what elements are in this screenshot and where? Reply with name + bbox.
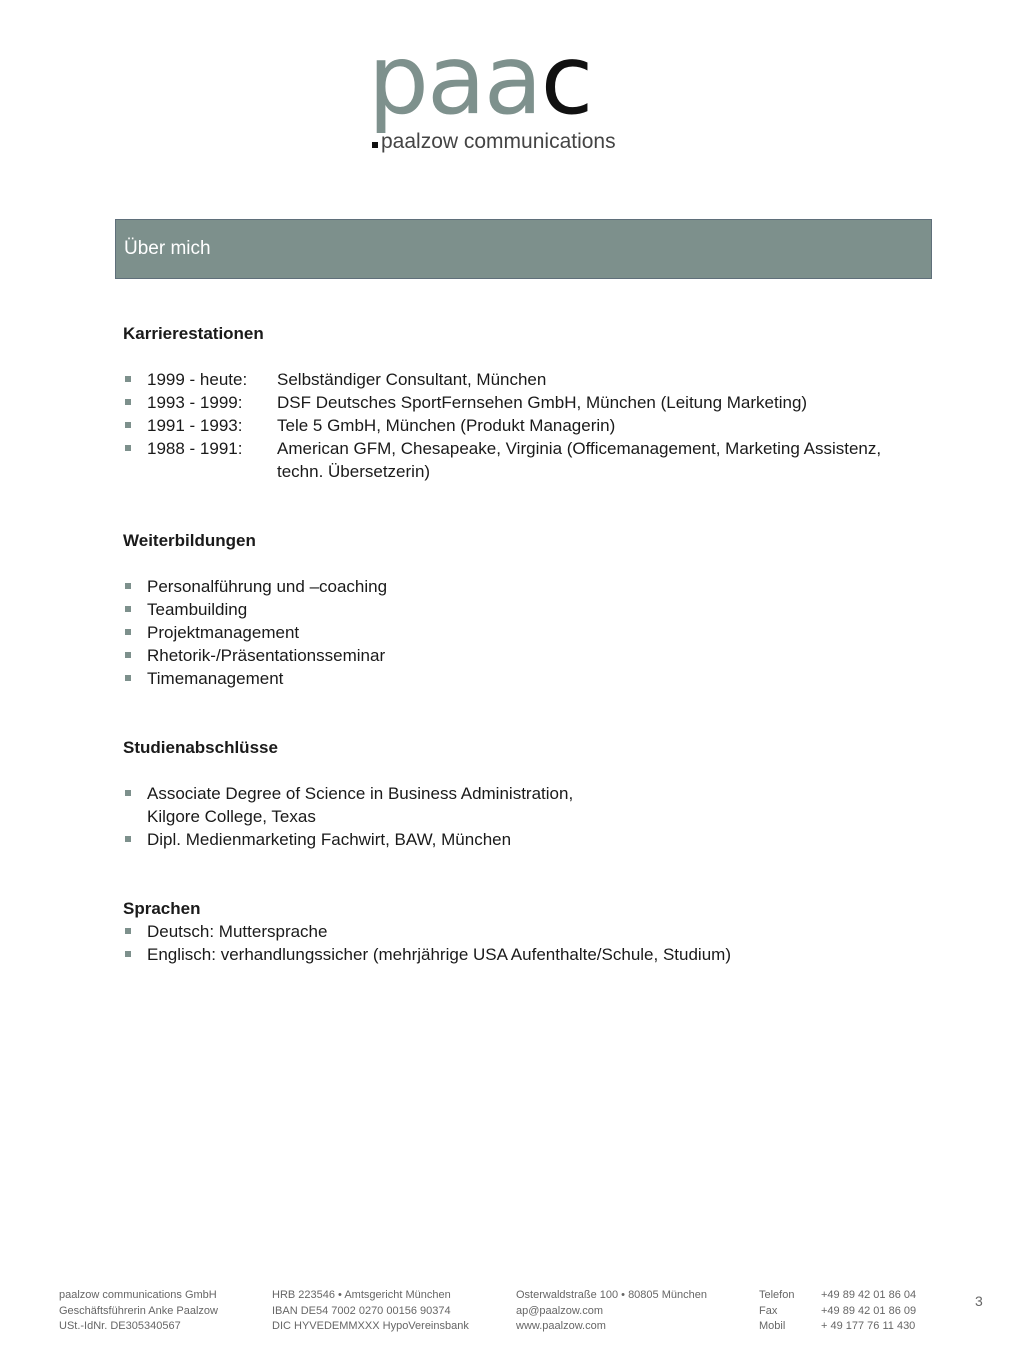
degree-item: Dipl. Medienmarketing Fachwirt, BAW, München [123, 828, 923, 851]
bullet-icon [125, 790, 131, 796]
footer-contacts: Telefon +49 89 42 01 86 04 Fax +49 89 42 01 86 09 Mobil + 49 177 76 11 430 [759, 1289, 917, 1332]
bullet-icon [125, 422, 131, 428]
career-text: Tele 5 GmbH, München (Produkt Managerin) [277, 416, 616, 435]
bullet-icon [125, 928, 131, 934]
career-item [123, 437, 923, 483]
bullet-icon [125, 629, 131, 635]
logo-tagline: paalzow communications [372, 130, 616, 154]
career-period: 1999 - heute: [147, 370, 248, 389]
language-item: Deutsch: Muttersprache [123, 920, 923, 943]
weiterbildungen-heading: Weiterbildungen [123, 531, 256, 550]
career-item [123, 414, 923, 437]
language-item: Englisch: verhandlungssicher (mehrjährige USA Aufenthalte/Schule, Studium) [123, 943, 923, 966]
paalzow-logo [368, 24, 668, 160]
bullet-icon [125, 399, 131, 405]
bullet-icon [125, 376, 131, 382]
studium-heading: Studienabschlüsse [123, 738, 278, 757]
section-banner [115, 219, 932, 279]
career-item [123, 368, 923, 391]
page-number: 3 [975, 1293, 983, 1309]
footer-website-link[interactable]: www.paalzow.com [516, 1320, 606, 1332]
degree-item: Associate Degree of Science in Business Administration, Kilgore College, Texas [123, 782, 923, 828]
training-item: Rhetorik-/Präsentationsseminar [123, 644, 923, 667]
career-item [123, 391, 923, 414]
bullet-icon [125, 445, 131, 451]
career-period: 1991 - 1993: [147, 416, 243, 435]
career-text: American GFM, Chesapeake, Virginia (Officemanagement, Marketing Assistenz, techn. Übersetzerin) [277, 439, 882, 481]
training-item: Teambuilding [123, 598, 923, 621]
training-item: Timemanagement [123, 667, 923, 690]
footer-company: paalzow communications GmbH Geschäftsführerin Anke Paalzow USt.-IdNr. DE305340567 [59, 1289, 218, 1332]
career-period: 1988 - 1991: [147, 439, 243, 458]
career-period: 1993 - 1999: [147, 393, 243, 412]
bullet-icon [125, 606, 131, 612]
logo-dot-icon [372, 142, 378, 148]
sprachen-heading: Sprachen [123, 899, 201, 918]
footer-register: HRB 223546 • Amtsgericht München IBAN DE54 7002 0270 00156 90374 DIC HYVEDEMMXXX HypoVereinsbank [272, 1289, 469, 1332]
career-text: Selbständiger Consultant, München [277, 370, 547, 389]
bullet-icon [125, 652, 131, 658]
bullet-icon [125, 951, 131, 957]
karriere-heading: Karrierestationen [123, 324, 264, 343]
career-text: DSF Deutsches SportFernsehen GmbH, München (Leitung Marketing) [277, 393, 808, 412]
page-title: Über mich [124, 238, 211, 259]
bullet-icon [125, 836, 131, 842]
bullet-icon [125, 675, 131, 681]
bullet-icon [125, 583, 131, 589]
footer-email-link[interactable]: ap@paalzow.com [516, 1304, 603, 1317]
training-item: Projektmanagement [123, 621, 923, 644]
footer-address: Osterwaldstraße 100 • 80805 München ap@paalzow.com www.paalzow.com [516, 1288, 707, 1335]
cv-content [123, 322, 923, 966]
logo-wordmark: paac [368, 24, 592, 136]
training-item: Personalführung und –coaching [123, 575, 923, 598]
